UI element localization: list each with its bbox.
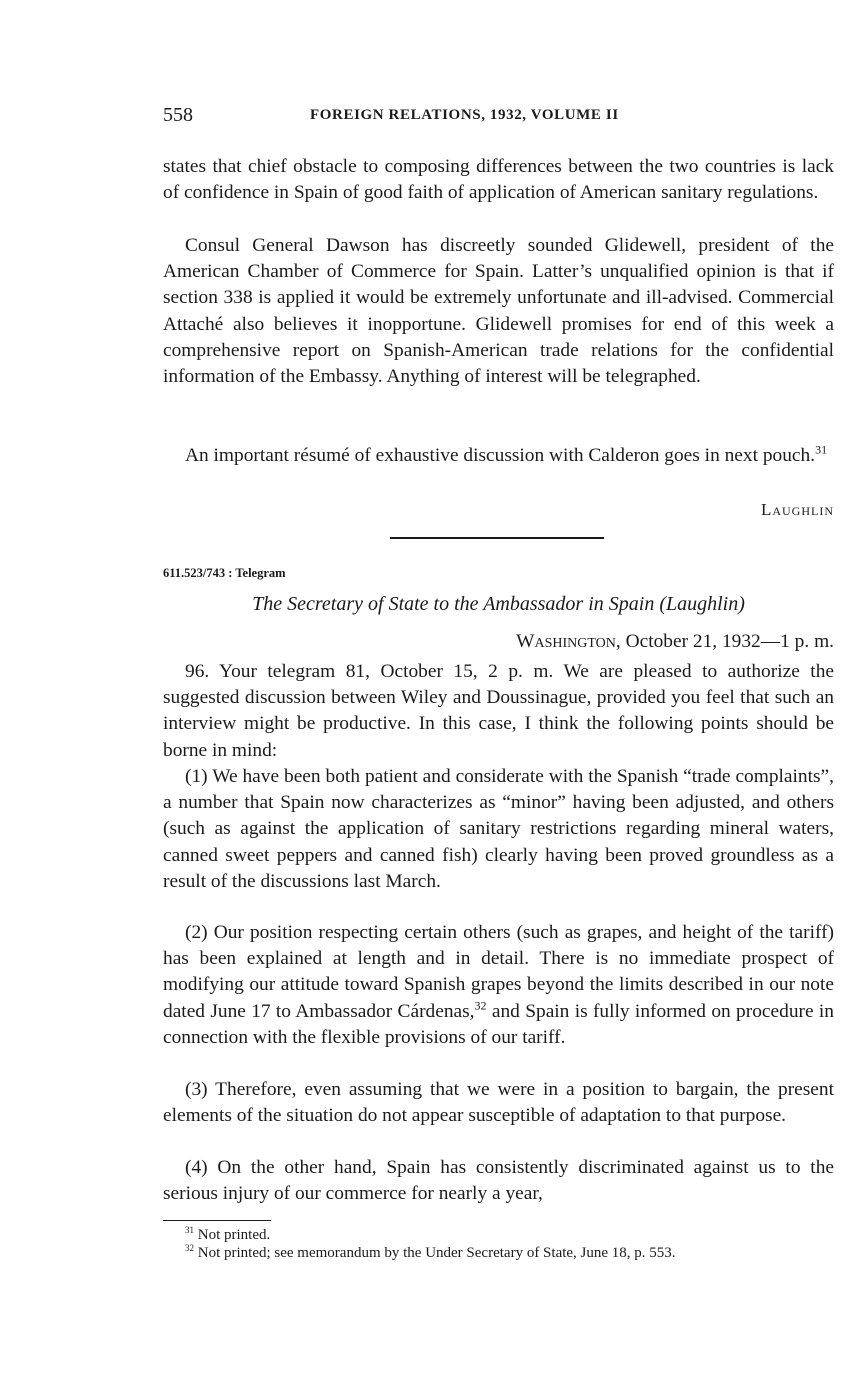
footnote-ref-32: 32 [474, 998, 487, 1013]
point-2 [163, 920, 834, 1051]
footnote-text: Not printed. [197, 1227, 271, 1243]
paragraph-resume-text: An important résumé of exhaustive discussion with Calderon goes in next pouch. [185, 445, 816, 466]
footnote-31 [163, 1226, 834, 1244]
header-title: FOREIGN RELATIONS, 1932, VOLUME II [310, 107, 619, 123]
document-file-id: 611.523/743 : Telegram [163, 566, 286, 580]
footnote-mark: 32 [185, 1243, 194, 1253]
dateline-date: October 21, 1932—1 p. m. [625, 631, 834, 652]
paragraph-dawson: Consul General Dawson has discreetly sounded Glidewell, president of the American Chamber of Commerce for Spain. Latter’s unqualified opinion is that if section 338 is applied it would be extremely unfortunate and ill-advised. Commercial Attaché also believes it inopportune. Glidewell promises for end of this week a comprehensive report on Spanish-American trade relations for the confidential information of the Embassy. Anything of interest will be telegraphed. [163, 235, 834, 388]
footnotes [163, 1226, 834, 1262]
point-1: (1) We have been both patient and considerate with the Spanish “trade complaints”, a number that Spain now characterizes as “minor” having been adjusted, and others (such as against the application of sanitary restrictions regarding mineral waters, canned sweet peppers and canned fish) clearly having been proved groundless as a result of the discussions last March. [163, 766, 834, 892]
page-number: 558 [163, 104, 193, 126]
footnote-divider [163, 1220, 271, 1221]
point-3: (3) Therefore, even assuming that we were in a position to bargain, the present elements of the situation do not appear susceptible of adaptation to that purpose. [163, 1079, 834, 1127]
footnote-mark: 31 [185, 1225, 194, 1235]
point-2-text-b: and Spain is fully informed on procedure in connection with the flexible provisions of our tariff. [163, 1000, 834, 1048]
footnote-ref-31: 31 [815, 442, 828, 457]
paragraph-96: 96. Your telegram 81, October 15, 2 p. m. We are pleased to authorize the suggested discussion between Wiley and Doussinague, provided you feel that such an interview might be productive. In this case, I think the following points should be borne in mind: [163, 661, 834, 761]
dateline [516, 631, 834, 653]
footnote-text: Not printed; see memorandum by the Under Secretary of State, June 18, p. 553. [197, 1245, 676, 1261]
paragraph-continuation: states that chief obstacle to composing differences between the two countries is lack of confidence in Spain of good faith of application of American sanitary regulations. [163, 156, 834, 204]
document-title: The Secretary of State to the Ambassador in Spain (Laughlin) [252, 593, 745, 615]
point-2-text-a: (2) Our position respecting certain others (such as grapes, and height of the tariff) has been explained at length and in detail. There is no immediate prospect of modifying our attitude toward Spanish grapes beyond the limits described in our note dated June 17 to Ambassador Cárdenas, [163, 922, 834, 1022]
running-head [163, 104, 834, 130]
dateline-place: Washington, [516, 631, 621, 652]
point-4: (4) On the other hand, Spain has consistently discriminated against us to the serious injury of our commerce for nearly a year, [163, 1157, 834, 1205]
signature: Laughlin [760, 500, 834, 519]
footnote-32 [163, 1244, 834, 1262]
section-divider [390, 537, 604, 539]
paragraph-resume [163, 443, 834, 469]
